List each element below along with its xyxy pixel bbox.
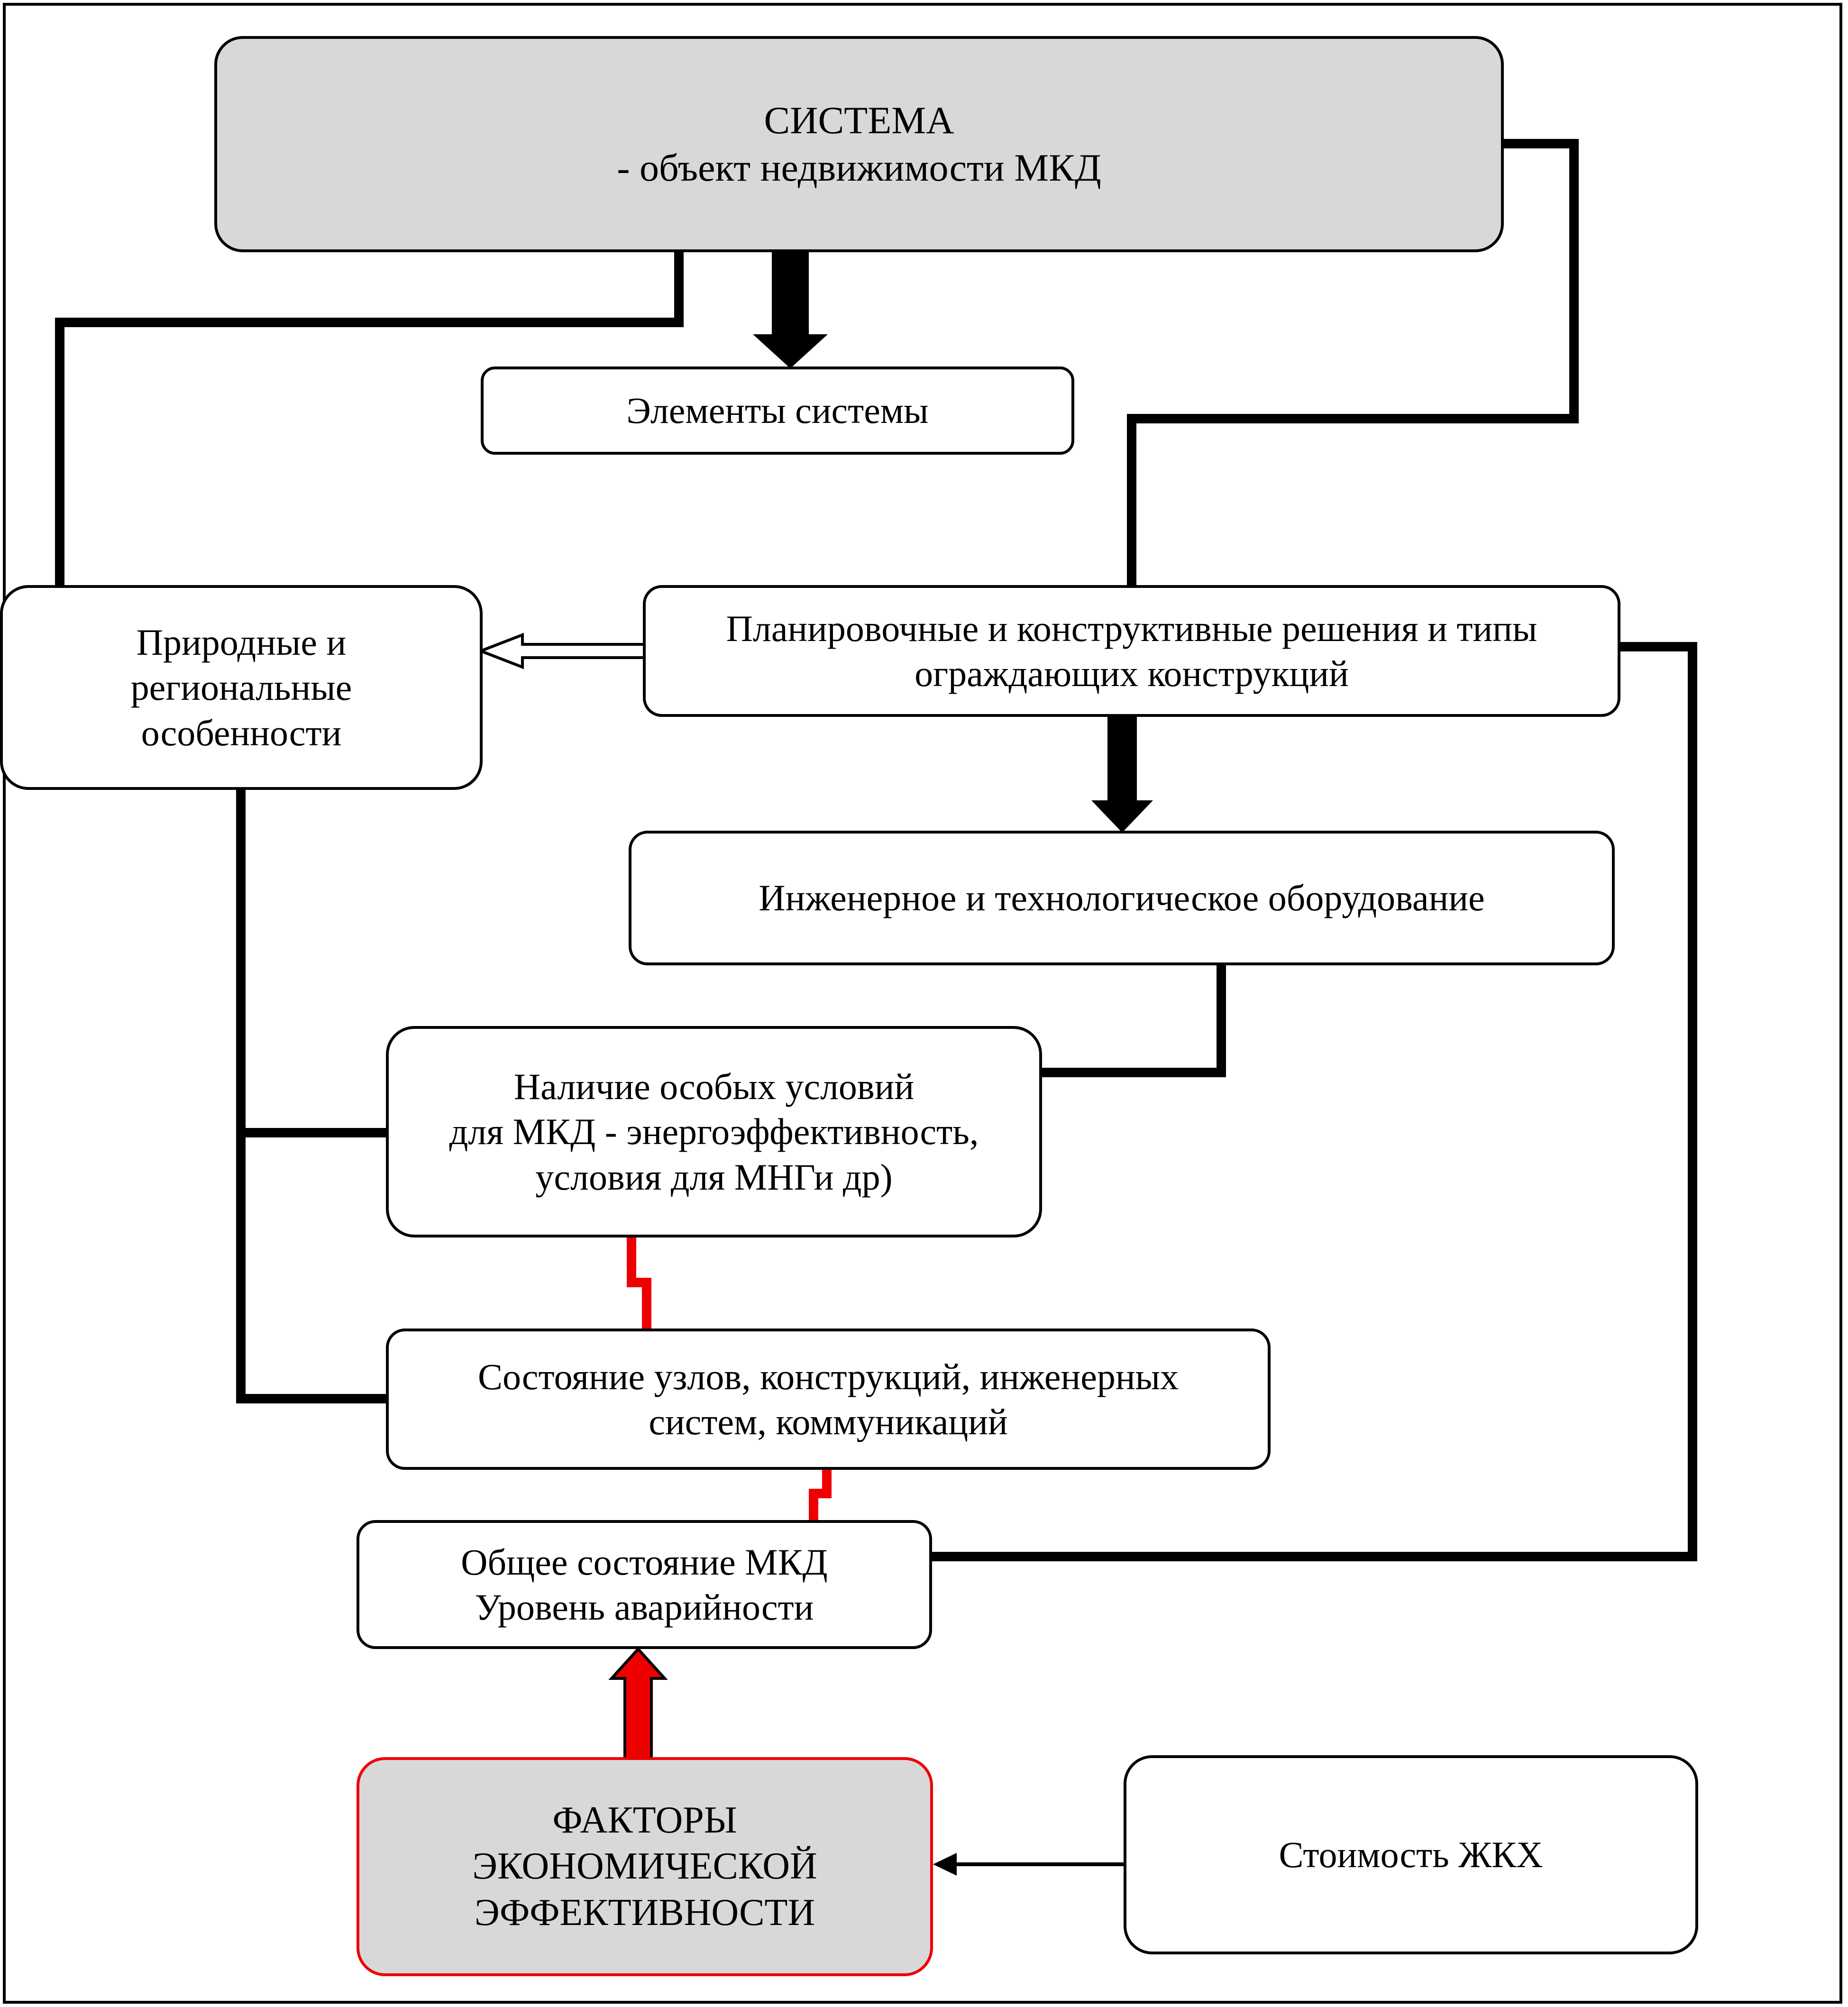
node-planning-label: Планировочные и конструктивные решения и типы ограждающих конструкций: [726, 607, 1537, 694]
node-natural: [0, 585, 483, 790]
node-cost-label: Стоимость ЖКХ: [1279, 1834, 1543, 1876]
arrow-planning-to-natural: [481, 635, 645, 667]
node-general-state: [357, 1520, 932, 1649]
node-cost: [1124, 1755, 1698, 1954]
node-system-label: СИСТЕМА - объект недвижимости МКД: [617, 98, 1101, 189]
node-state-nodes-label: Состояние узлов, конструкций, инженерных систем, коммуникаций: [477, 1356, 1179, 1442]
node-system: [214, 36, 1504, 252]
node-state-nodes: [386, 1329, 1271, 1470]
node-special: [386, 1026, 1042, 1237]
node-special-label: Наличие особых условий для МКД - энергоэффективность, условия для МНГи др): [449, 1066, 979, 1198]
arrow-cost-to-factors: [933, 1853, 957, 1876]
arrow-planning-to-engineering: [1091, 715, 1153, 833]
node-elements-label: Элементы системы: [626, 390, 929, 431]
node-engineering: [629, 831, 1615, 965]
arrow-factors-to-general-state: [612, 1649, 665, 1760]
node-natural-label: Природные и региональные особенности: [130, 622, 352, 753]
connector-state-nodes-to-general-state: [814, 1470, 827, 1521]
node-elements: [481, 367, 1074, 455]
node-general-state-label: Общее состояние МКД Уровень аварийности: [461, 1541, 828, 1628]
node-factors-label: ФАКТОРЫ ЭКОНОМИЧЕСКОЙ ЭФФЕКТИВНОСТИ: [472, 1799, 817, 1934]
connector-natural-to-state-nodes: [241, 790, 388, 1399]
connector-special-to-state-nodes: [631, 1237, 647, 1329]
node-planning: [643, 585, 1620, 717]
connector-engineering-to-special: [1042, 965, 1221, 1072]
node-engineering-label: Инженерное и технологическое оборудование: [759, 877, 1485, 919]
arrow-system-to-elements: [753, 251, 828, 368]
node-factors: [357, 1757, 933, 1976]
